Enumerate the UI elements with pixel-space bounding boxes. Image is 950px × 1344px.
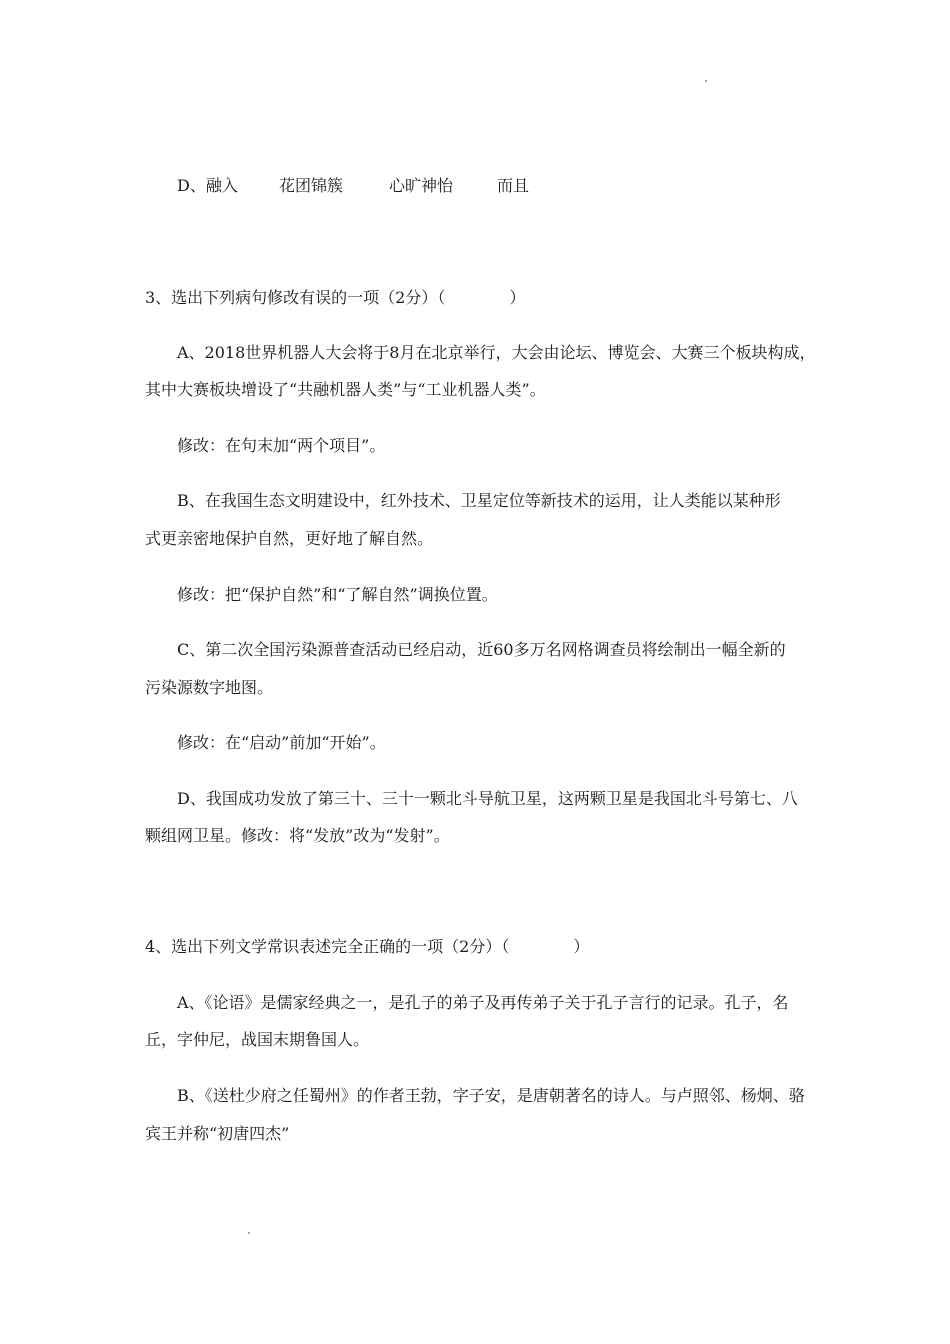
q3-option-b-line1: B、在我国生态文明建设中，红外技术、卫星定位等新技术的运用，让人类能以某种形 xyxy=(177,491,781,510)
q3-option-b-line2: 式更亲密地保护自然，更好地了解自然。 xyxy=(145,529,434,548)
scan-dot xyxy=(705,80,707,82)
q2-option-d xyxy=(177,176,529,196)
option-d-word-2: 花团锦簇 xyxy=(279,176,344,195)
q3-option-d-line1: D、我国成功发放了第三十、三十一颗北斗导航卫星，这两颗卫星是我国北斗号第七、八 xyxy=(177,789,798,808)
q3-option-a-line1: A、2018世界机器人大会将于8月在北京举行，大会由论坛、博览会、大赛三个板块构成， xyxy=(177,343,816,362)
option-d-word-3: 心旷神怡 xyxy=(389,176,454,195)
q3-option-a-fix: 修改：在句末加“两个项目”。 xyxy=(177,436,386,455)
q4-option-a-line1: A、《论语》是儒家经典之一，是孔子的弟子及再传弟子关于孔子言行的记录。孔子，名 xyxy=(177,993,789,1012)
q3-option-c-fix: 修改：在“启动”前加“开始”。 xyxy=(177,733,386,752)
q3-option-b-fix: 修改：把“保护自然”和“了解自然”调换位置。 xyxy=(177,585,498,604)
q3-option-c-line1: C、第二次全国污染源普查活动已经启动，近60多万名网格调查员将绘制出一幅全新的 xyxy=(177,640,786,659)
scan-dot xyxy=(248,1232,250,1234)
q4-option-b-line1: B、《送杜少府之任蜀州》的作者王勃，字子安，是唐朝著名的诗人。与卢照邻、杨炯、骆 xyxy=(177,1086,805,1105)
q3-option-c-line2: 污染源数字地图。 xyxy=(145,678,274,697)
q4-stem: 4、选出下列文学常识表述完全正确的一项（2分）（ ） xyxy=(145,937,590,956)
option-d-word-4: 而且 xyxy=(497,176,530,195)
q3-option-a-line2: 其中大赛板块增设了“共融机器人类”与“工业机器人类”。 xyxy=(145,380,546,399)
q3-stem: 3、选出下列病句修改有误的一项（2分）（ ） xyxy=(145,288,526,307)
option-d-label: D、融入 xyxy=(177,176,238,195)
q4-option-a-line2: 丘，字仲尼，战国末期鲁国人。 xyxy=(145,1030,370,1049)
q4-option-b-line2: 宾王并称“初唐四杰” xyxy=(145,1124,290,1143)
q3-option-d-line2: 颗组网卫星。修改：将“发放”改为“发射”。 xyxy=(145,826,450,845)
